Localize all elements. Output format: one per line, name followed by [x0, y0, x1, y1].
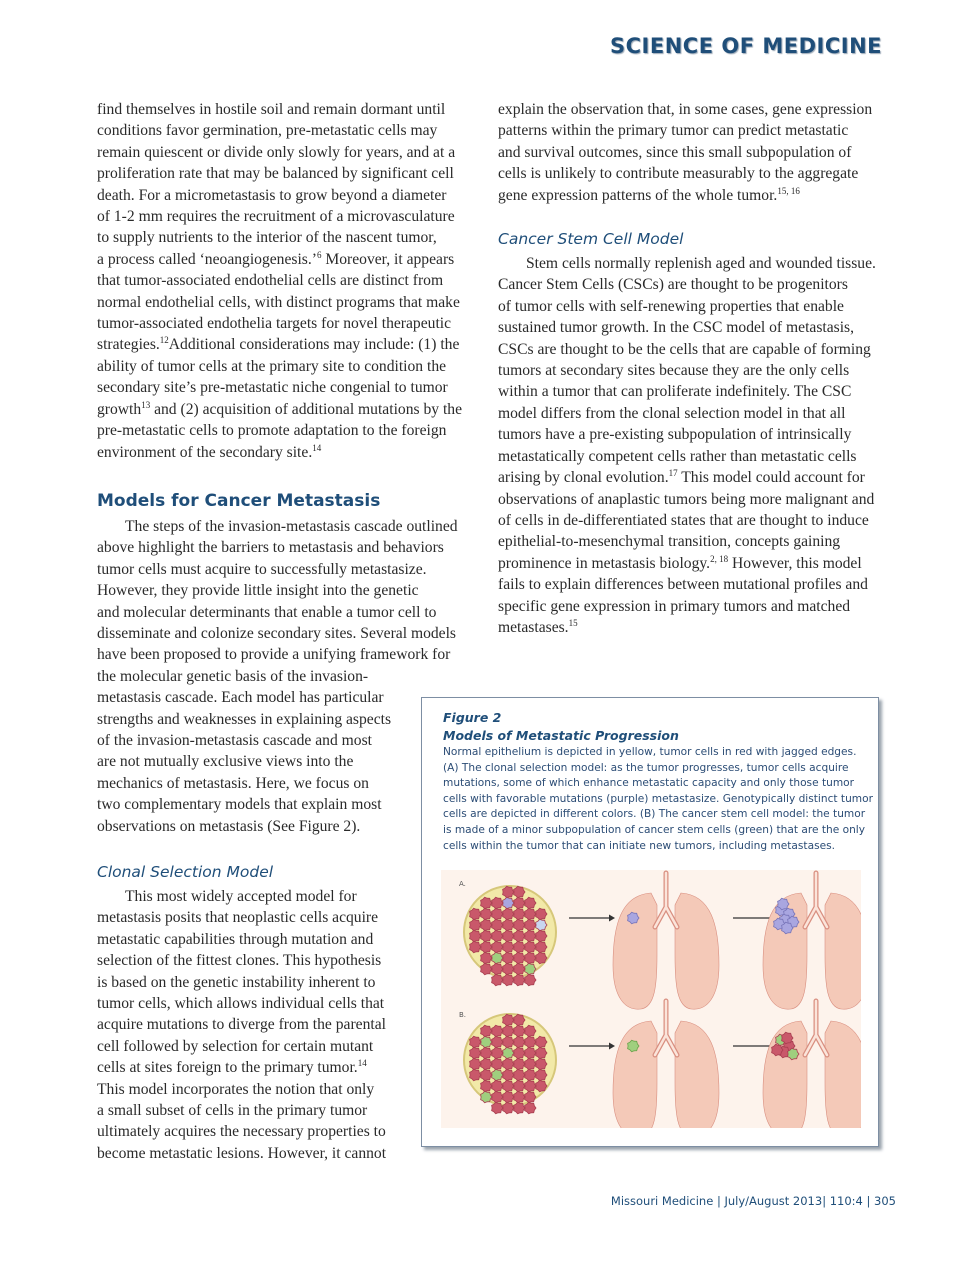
panel-a-label: A.	[459, 880, 466, 888]
panel-b-lungs-1-right-lobe	[675, 1021, 719, 1128]
panel-a-lungs-2-trachea-inner	[805, 873, 827, 927]
citation: 14	[357, 1058, 367, 1069]
citation: 14	[312, 442, 322, 453]
panel-a-arrow-1-head	[609, 915, 615, 922]
running-header: SCIENCE OF MEDICINE	[610, 34, 882, 58]
citation: 15, 16	[777, 185, 800, 196]
citation: 2, 18	[710, 553, 729, 564]
right-column	[498, 99, 882, 638]
subheading-csc: Cancer Stem Cell Model	[498, 230, 684, 249]
left-column	[97, 99, 469, 1164]
paragraph-explain: explain the observation that, in some cases, gene expression patterns within the primary tumor can predict metastatic and survival outcomes, since this small subpopulation of cells is unlikely to contribute measurably to the aggregate gene expression patterns of the whole tumor.$^{15, 16}$	[498, 101, 873, 204]
footer-citation: Missouri Medicine | July/August 2013| 110:4 | 305	[610, 1194, 896, 1208]
figure-label: Figure 2	[443, 710, 502, 725]
panel-b-lungs-2-trachea-inner	[805, 1001, 827, 1055]
panel-b-arrow-1-head	[609, 1043, 615, 1050]
panel-b-label: B.	[459, 1011, 467, 1019]
panel-a-lungs-1-right-lobe	[675, 893, 719, 1009]
metastasis-diagram	[441, 870, 861, 1128]
figure-2	[421, 697, 879, 1147]
citation: 13	[141, 399, 151, 410]
figure-illustration	[441, 870, 861, 1128]
citation: 15	[568, 617, 578, 628]
figure-caption: Normal epithelium is depicted in yellow, tumor cells in red with jagged edges. (A) The clonal selection model: as the tumor progresses, tumor cells acquire mutations, some of which enhance metastatic capacity and only those tumor cells with favorable mutations (purple) metastasize. Genotypically distinct tumor cells are depicted in different colors. (B) The cancer stem cell model: the tumor is made of a minor subpopulation of cancer stem cells (green) that are the only cells within the tumor that can initiate new tumors, including metastases.	[443, 746, 873, 852]
panel-a-lungs-1-trachea-inner	[655, 873, 677, 927]
panel-b-lungs-1-trachea-inner	[655, 1001, 677, 1055]
paragraph-csc: Stem cells normally replenish aged and wounded tissue. Cancer Stem Cells (CSCs) are thought to be progenitors of tumor cells with self-renewing properties that enable sustained tumor growth. In the CSC model of metastasis, CSCs are thought to be the cells that are capable of forming tumors at secondary sites because they are the only cells within a tumor that can proliferate indefinitely. The CSC model differs from the clonal selection model in that all tumors have a pre-existing subpopulation of intrinsically metastatically competent cells rather than metastatic cells arising by clonal evolution.$^{17}$ This model could account for observations of anaplastic tumors being more malignant and of cells in de-differentiated states that are thought to induce epithelial-to-mesenchymal transition, concepts gaining prominence in metastasis biology.$^{2, 18}$ However, this model fails to explain differences between mutational profiles and specific gene expression in primary tumors and matched metastases.$^{15}$	[498, 255, 876, 636]
citation: 17	[668, 467, 678, 478]
citation: 12	[159, 335, 169, 346]
panel-b-lungs-2-right-lobe	[825, 1021, 861, 1128]
panel-a-lungs-2-right-lobe	[825, 893, 861, 1009]
panel-b-lungs-1-left-lobe	[613, 1021, 657, 1128]
subheading-clonal: Clonal Selection Model	[97, 863, 274, 881]
section-heading: Models for Cancer Metastasis	[97, 490, 381, 511]
paragraph-models: The steps of the invasion-metastasis cascade outlined above highlight the barriers to metastasis and behaviors tumor cells must acquire to successfully metastasize. However, they provide little insight into the genetic and molecular determinants that enable a tumor cell to disseminate and colonize secondary sites. Several models have been proposed to provide a unifying framework for the molecular genetic basis of the invasion- metastasis cascade. Each model has particular strengths and weaknesses in explaining aspects of the invasion-metastasis cascade and most are not mutually exclusive views into the mechanics of metastasis. Here, we focus on two complementary models that explain most observations on metastasis (See Figure 2).	[97, 517, 458, 835]
citation: 6	[316, 249, 322, 260]
paragraph-clonal: This most widely accepted model for metastasis posits that neoplastic cells acquire metastatic capabilities through mutation and selection of the fittest clones. This hypothesis is based on the genetic instability inherent to tumor cells, which allows individual cells that acquire mutations to diverge from the parental cell followed by selection for certain mutant cells at sites foreign to the primary tumor.$^{14}$ This model incorporates the notion that only a small subset of cells in the primary tumor ultimately acquires the necessary properties to become metastatic lesions. However, it cannot	[97, 888, 387, 1162]
paragraph-continuation: find themselves in hostile soil and remain dormant until conditions favor germination, pre-metastatic cells may remain quiescent or divide only slowly for years, and at a proliferation rate that may be balanced by significant cell death. For a micrometastasis to grow beyond a diameter of 1-2 mm requires the recruitment of a microvasculature to supply nutrients to the interior of the nascent tumor, a process called ‘neoangiogenesis.’$^6$ Moreover, it appears that tumor-associated endothelial cells are distinct from normal endothelial cells, with distinct programs that make tumor-associated endothelia targets for novel therapeutic strategies.$^{12}$Additional considerations may include: (1) the ability of tumor cells at the primary site to condition the secondary site’s pre-metastatic niche congenial to tumor growth$^{13}$ and (2) acquisition of additional mutations by the pre-metastatic cells to promote adaptation to the foreign environment of the secondary site.$^{14}$	[97, 101, 463, 461]
figure-title: Models of Metastatic Progression	[443, 728, 679, 743]
panel-a-lungs-1-left-lobe	[613, 893, 657, 1009]
